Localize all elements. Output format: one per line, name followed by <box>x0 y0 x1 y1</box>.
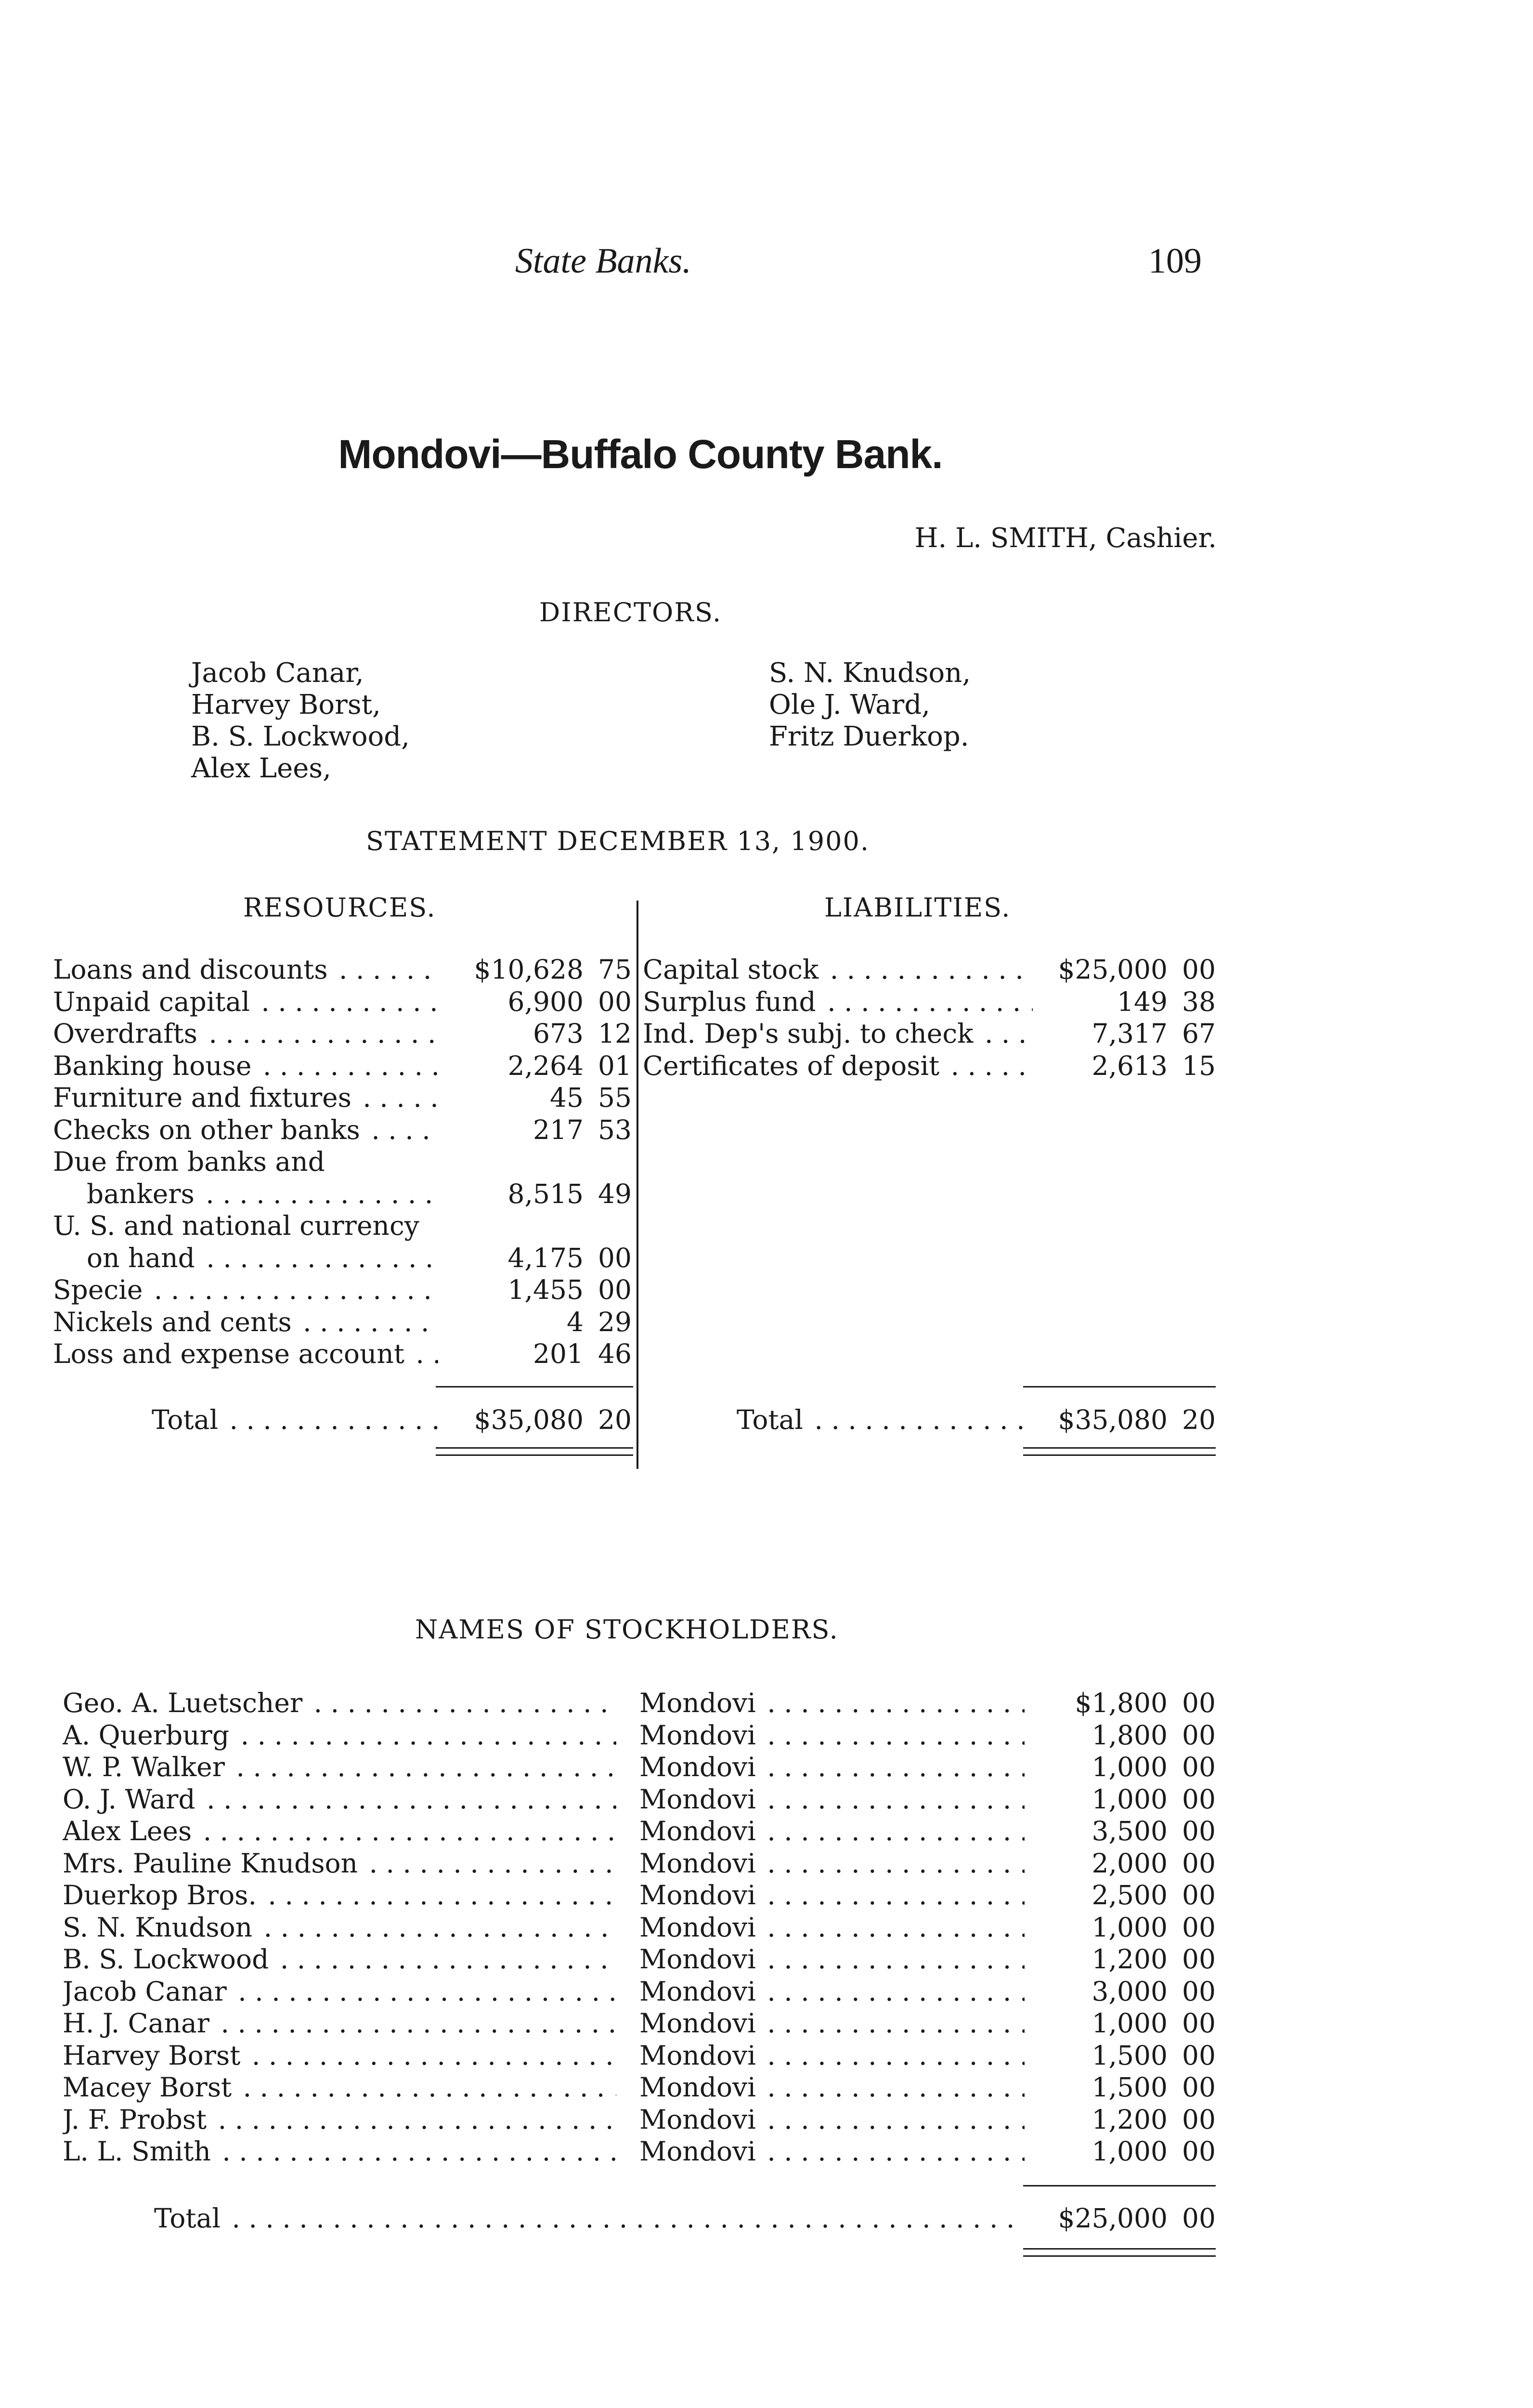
row-label: H. J. Canar <box>63 2008 212 2039</box>
amount-cents: 00 <box>1182 1976 1216 2007</box>
cashier: H. L. SMITH, Cashier. <box>914 523 1217 554</box>
stockholder-row <box>0 1943 1533 1975</box>
total-dollars: $35,080 <box>1058 1404 1168 1435</box>
amount-cents: 67 <box>1182 1018 1216 1049</box>
row-label: Checks on other banks <box>53 1114 363 1145</box>
total-double-rule <box>1023 1454 1216 1456</box>
amount-dollars: 1,000 <box>1091 2008 1168 2039</box>
amount-cents: 53 <box>598 1114 632 1145</box>
row-label: Loss and expense account <box>53 1338 407 1369</box>
resource-row <box>0 1306 1533 1338</box>
amount-cents: 00 <box>1182 1752 1216 1782</box>
row-label: Mondovi <box>639 1816 759 1846</box>
amount-dollars: 217 <box>533 1114 584 1145</box>
amount-dollars: 3,000 <box>1091 1976 1168 2007</box>
stockholder-row <box>0 1911 1533 1943</box>
row-label: Total <box>152 1404 221 1435</box>
resource-row <box>0 1114 1533 1146</box>
amount-cents: 00 <box>598 1242 632 1273</box>
row-label: Surplus fund <box>643 986 819 1017</box>
statement-title: STATEMENT DECEMBER 13, 1900. <box>366 826 870 856</box>
row-label: Specie <box>53 1274 145 1305</box>
stockholder-row <box>0 1815 1533 1847</box>
running-title: State Banks. <box>515 241 691 281</box>
resource-row <box>0 1242 1533 1274</box>
amount-dollars: 1,000 <box>1091 1752 1168 1782</box>
total-double-rule <box>436 1454 633 1456</box>
amount-cents: 00 <box>1182 1911 1216 1943</box>
stockholder-row <box>0 2040 1533 2071</box>
amount-dollars: 4 <box>567 1306 584 1337</box>
amount-cents: 00 <box>1182 2008 1216 2039</box>
liability-row <box>0 954 1533 985</box>
resource-row <box>0 1146 1533 1178</box>
amount-cents: 01 <box>598 1050 632 1081</box>
row-label: Mondovi <box>639 1848 759 1879</box>
amount-dollars: $1,800 <box>1075 1688 1168 1718</box>
row-label: Total <box>154 2203 223 2234</box>
stockholder-row <box>0 1847 1533 1879</box>
amount-cents: 75 <box>598 954 632 985</box>
amount-dollars: 2,264 <box>507 1050 584 1081</box>
amount-dollars: 1,000 <box>1091 1783 1168 1815</box>
amount-cents: 15 <box>1182 1050 1216 1081</box>
amount-dollars: 4,175 <box>507 1242 584 1273</box>
amount-dollars: 149 <box>1117 986 1168 1017</box>
subtotal-rule <box>436 1386 633 1387</box>
row-label: Mondovi <box>639 1880 759 1911</box>
amount-cents: 00 <box>598 1274 632 1305</box>
amount-dollars: 673 <box>533 1018 584 1049</box>
row-label: bankers <box>53 1178 197 1209</box>
row-label: Mondovi <box>639 1720 759 1751</box>
amount-dollars: 1,455 <box>507 1274 584 1305</box>
row-label: Mrs. Pauline Knudson <box>63 1848 361 1879</box>
liability-row <box>0 1018 1533 1049</box>
row-label: Loans and discounts <box>53 954 331 985</box>
stockholders-heading: NAMES OF STOCKHOLDERS. <box>415 1614 839 1645</box>
amount-dollars: 6,900 <box>507 986 584 1017</box>
amount-dollars: 1,200 <box>1091 2104 1168 2135</box>
row-label: on hand <box>53 1243 198 1273</box>
subtotal-rule <box>1023 1386 1216 1387</box>
row-label: Certificates of deposit <box>643 1050 942 1081</box>
row-label: W. P. Walker <box>63 1752 228 1782</box>
amount-dollars: 8,515 <box>507 1178 584 1209</box>
amount-cents: 00 <box>1182 2136 1216 2167</box>
row-label: A. Querburg <box>63 1720 232 1751</box>
amount-cents: 00 <box>598 986 632 1017</box>
row-label: J. F. Probst <box>63 2104 209 2135</box>
row-label: Due from banks and <box>53 1146 328 1177</box>
liability-row <box>0 1050 1533 1082</box>
total-cents: 20 <box>1182 1404 1216 1435</box>
liability-row <box>0 986 1533 1018</box>
row-label: Banking house <box>53 1050 254 1081</box>
row-label: Mondovi <box>639 2072 759 2103</box>
director-name: Harvey Borst, <box>191 689 381 720</box>
row-label: Mondovi <box>639 2104 759 2135</box>
director-name: S. N. Knudson, <box>769 657 971 689</box>
directors-heading: DIRECTORS. <box>539 597 722 628</box>
row-label: L. L. Smith <box>63 2136 214 2167</box>
director-name: Fritz Duerkop. <box>769 721 969 752</box>
stockholder-row <box>0 1751 1533 1783</box>
directors-right-column <box>769 657 971 753</box>
amount-cents: 00 <box>1182 1783 1216 1815</box>
stockholder-row <box>0 2135 1533 2167</box>
resource-row <box>0 1178 1533 1210</box>
total-double-rule <box>436 1447 633 1449</box>
resource-row <box>0 1338 1533 1370</box>
total-cents: 20 <box>598 1404 632 1435</box>
total-cents: 00 <box>1182 2203 1216 2234</box>
amount-dollars: 45 <box>550 1082 584 1113</box>
row-label: Capital stock <box>643 954 821 985</box>
row-label: Jacob Canar <box>63 1976 230 2007</box>
amount-cents: 00 <box>1182 1816 1216 1846</box>
amount-cents: 00 <box>1182 1688 1216 1718</box>
amount-dollars: 1,800 <box>1091 1719 1168 1751</box>
total-dollars: $35,080 <box>474 1404 584 1435</box>
director-name: Jacob Canar, <box>191 657 364 689</box>
amount-cents: 00 <box>1182 1944 1216 1975</box>
resource-row <box>0 1082 1533 1113</box>
row-label: U. S. and national currency <box>53 1210 422 1241</box>
row-label: Duerkop Bros. <box>63 1880 260 1911</box>
amount-dollars: 7,317 <box>1091 1018 1168 1049</box>
amount-cents: 38 <box>1182 986 1216 1017</box>
director-name: Alex Lees, <box>191 753 331 784</box>
stockholder-row <box>0 2104 1533 2135</box>
amount-cents: 00 <box>1182 1847 1216 1879</box>
row-label: B. S. Lockwood <box>63 1944 272 1975</box>
stockholders-total-row <box>0 2202 1533 2234</box>
amount-dollars: 2,500 <box>1091 1880 1168 1911</box>
row-label: Furniture and fixtures <box>53 1082 354 1113</box>
total-dollars: $25,000 <box>1058 2203 1168 2234</box>
director-name: B. S. Lockwood, <box>191 721 410 752</box>
row-label: Overdrafts <box>53 1018 200 1049</box>
stockholder-row <box>0 1976 1533 2007</box>
amount-cents: 00 <box>1182 1880 1216 1911</box>
amount-cents: 55 <box>598 1082 632 1113</box>
stockholder-row <box>0 1879 1533 1911</box>
row-label: S. N. Knudson <box>63 1912 255 1943</box>
amount-cents: 12 <box>598 1018 632 1049</box>
total-double-rule <box>1023 1447 1216 1449</box>
amount-dollars: 2,000 <box>1091 1847 1168 1879</box>
amount-dollars: 1,000 <box>1091 2136 1168 2167</box>
row-label: Mondovi <box>639 2040 759 2071</box>
amount-dollars: 201 <box>533 1338 584 1369</box>
row-label: Mondovi <box>639 1944 759 1975</box>
bank-title: Mondovi—Buffalo County Bank. <box>338 432 943 477</box>
resource-row <box>0 1274 1533 1306</box>
row-label: Mondovi <box>639 1784 759 1815</box>
stockholder-row <box>0 1687 1533 1719</box>
amount-cents: 00 <box>1182 1719 1216 1751</box>
row-label: Nickels and cents <box>53 1307 295 1337</box>
amount-dollars: $25,000 <box>1058 954 1168 985</box>
row-label: Alex Lees <box>63 1816 195 1846</box>
amount-cents: 00 <box>1182 2104 1216 2135</box>
row-label: Mondovi <box>639 1752 759 1782</box>
page-number: 109 <box>1148 241 1202 281</box>
row-label: Mondovi <box>639 1688 759 1718</box>
stockholder-row <box>0 1719 1533 1751</box>
row-label: Mondovi <box>639 2136 759 2167</box>
row-label: Mondovi <box>639 2008 759 2039</box>
row-label: Mondovi <box>639 1912 759 1943</box>
row-label: Total <box>737 1404 806 1435</box>
amount-dollars: 1,200 <box>1091 1944 1168 1975</box>
amount-dollars: 1,500 <box>1091 2040 1168 2071</box>
amount-dollars: 1,000 <box>1091 1911 1168 1943</box>
amount-cents: 49 <box>598 1178 632 1209</box>
amount-cents: 46 <box>598 1338 632 1369</box>
row-label: Geo. A. Luetscher <box>63 1688 305 1718</box>
amount-dollars: 1,500 <box>1091 2072 1168 2103</box>
director-name: Ole J. Ward, <box>769 689 930 720</box>
amount-cents: 00 <box>1182 954 1216 985</box>
resources-heading: RESOURCES. <box>243 892 436 923</box>
total-double-rule <box>1023 2248 1216 2250</box>
resource-row <box>0 1210 1533 1242</box>
stockholder-row <box>0 1783 1533 1815</box>
row-label: Harvey Borst <box>63 2040 243 2071</box>
amount-cents: 00 <box>1182 2072 1216 2103</box>
amount-dollars: 3,500 <box>1091 1816 1168 1846</box>
amount-dollars: 2,613 <box>1091 1050 1168 1081</box>
amount-dollars: $10,628 <box>474 954 584 985</box>
row-label: Mondovi <box>639 1976 759 2007</box>
liabilities-total-row <box>0 1404 1533 1436</box>
row-label: Ind. Dep's subj. to check <box>643 1018 976 1049</box>
liabilities-heading: LIABILITIES. <box>824 892 1011 923</box>
stockholder-row <box>0 2071 1533 2103</box>
row-label: Unpaid capital <box>53 986 253 1017</box>
total-double-rule <box>1023 2255 1216 2257</box>
amount-cents: 29 <box>598 1306 632 1337</box>
subtotal-rule <box>1023 2185 1216 2186</box>
stockholder-row <box>0 2007 1533 2039</box>
amount-cents: 00 <box>1182 2040 1216 2071</box>
directors-left-column <box>191 657 410 785</box>
row-label: Macey Borst <box>63 2072 234 2103</box>
row-label: O. J. Ward <box>63 1784 198 1815</box>
